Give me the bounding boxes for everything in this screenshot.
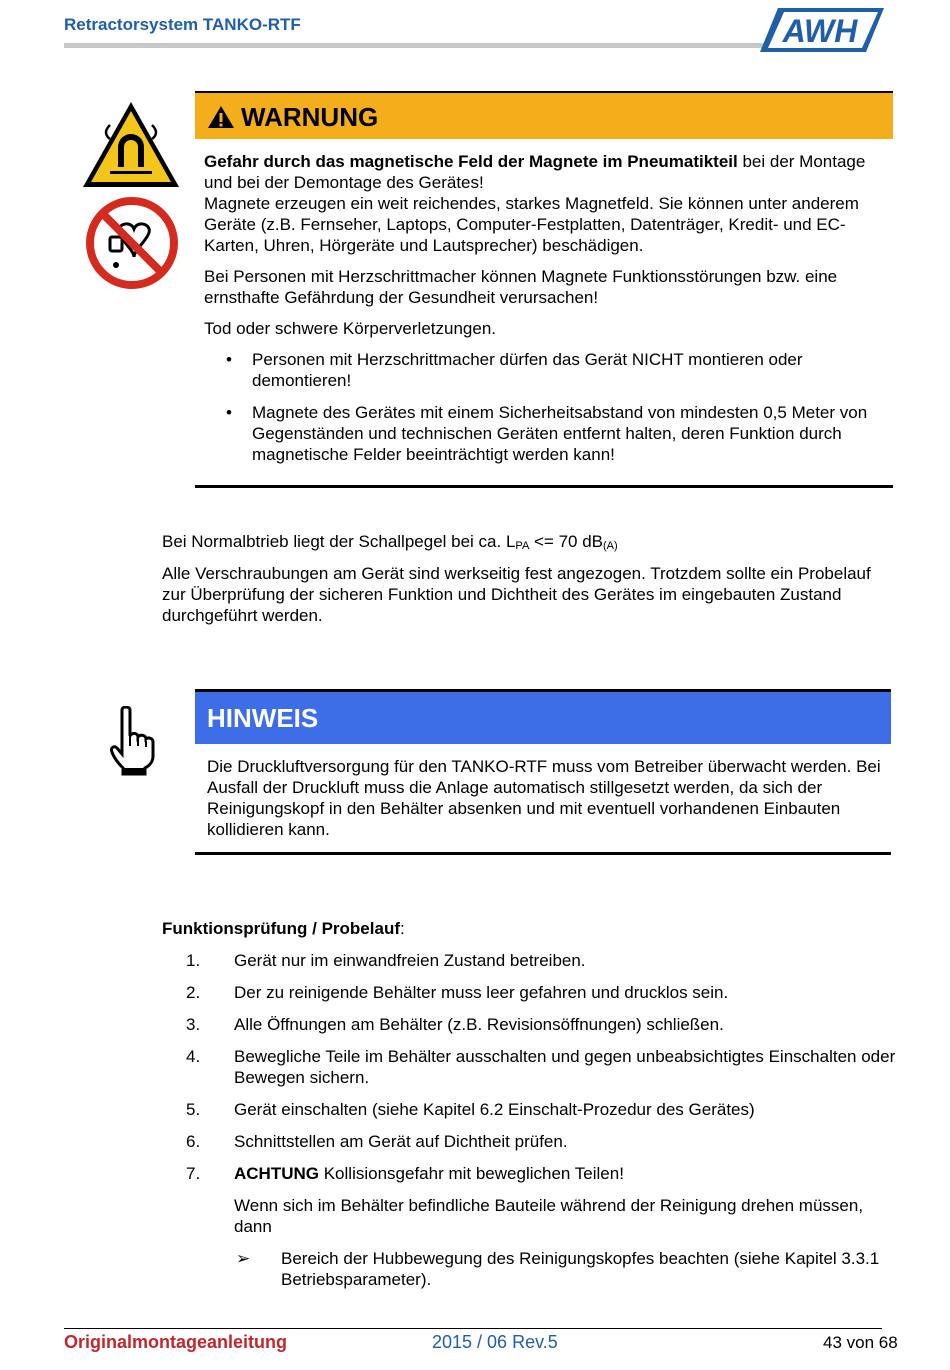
header-rule <box>64 43 776 48</box>
list-item <box>162 982 902 1003</box>
step-text: Schnittstellen am Gerät auf Dichtheit prüfen. <box>234 1132 568 1151</box>
list-item <box>204 349 884 391</box>
step-text: Alle Öffnungen am Behälter (z.B. Revisionsöffnungen) schließen. <box>234 1015 724 1034</box>
document-header-title: Retractorsystem TANKO-RTF <box>64 15 301 34</box>
screws-text: Alle Verschraubungen am Gerät sind werkseitig fest angezogen. Trotzdem sollte ein Probelauf zur Überprüfung der sicheren Funktion und Dichtheit des Gerätes im eingebauten Zustand durchgeführt werden. <box>162 564 871 625</box>
warning-title: WARNUNG <box>241 102 379 132</box>
sound-subscript-a: (A) <box>603 540 618 552</box>
list-item <box>162 1046 902 1088</box>
step-text: Bewegliche Teile im Behälter ausschalten und gegen unbeabsichtigtes Einschalten oder Bewegen sichern. <box>234 1047 896 1087</box>
warning-bullet-list <box>204 349 884 465</box>
warning-paragraph-1 <box>204 151 884 256</box>
warning-bottom-rule <box>195 485 893 488</box>
step-text: Gerät nur im einwandfreien Zustand betreiben. <box>234 951 586 970</box>
sound-text-pre: Bei Normalbtrieb liegt der Schallpegel bei ca. L <box>162 532 516 551</box>
warning-banner <box>195 91 893 139</box>
step-text <box>234 1163 902 1184</box>
function-test-title-colon: : <box>399 919 405 938</box>
step-7-paragraph: Wenn sich im Behälter befindliche Bauteile während der Reinigung drehen müssen, dann <box>234 1196 864 1236</box>
bullet-text: Personen mit Herzschrittmacher dürfen das Gerät NICHT montieren oder demontieren! <box>252 350 803 390</box>
pointing-hand-icon <box>108 706 158 776</box>
warning-paragraph-2: Bei Personen mit Herzschrittmacher können Magnete Funktionsstörungen bzw. eine ernsthafte Gefährdung der Gesundheit verursachen! <box>204 267 838 307</box>
no-pacemaker-icon <box>84 195 180 291</box>
step-text: Gerät einschalten (siehe Kapitel 6.2 Einschalt-Prozedur des Gerätes) <box>234 1100 755 1119</box>
footer-revision: 2015 / 06 Rev.5 <box>432 1332 558 1352</box>
hint-title: HINWEIS <box>207 703 319 733</box>
footer-page-number: 43 von 68 <box>823 1333 898 1352</box>
hint-banner <box>195 689 891 744</box>
step-text: Der zu reinigende Behälter muss leer gefahren und drucklos sein. <box>234 983 729 1002</box>
warning-p1-line2: Magnete erzeugen ein weit reichendes, starkes Magnetfeld. Sie können unter anderem Geräte (z.B. Fernseher, Laptops, Computer-Festplatten, Datenträger, Kredit- und EC-Karten, Uhren, Hörgeräte und Lautsprecher) beschädigen. <box>204 194 859 255</box>
warning-triangle-icon <box>207 105 235 129</box>
step-number: 1. <box>186 951 201 970</box>
warning-p1-rest: bei der Montage und bei der Demontage des Gerätes! <box>204 152 866 192</box>
hint-bottom-rule <box>195 852 891 855</box>
function-test-title-bold: Funktionsprüfung / Probelauf <box>162 919 400 938</box>
list-item <box>234 1248 902 1290</box>
sound-text-mid: <= 70 dB <box>529 532 604 551</box>
bullet-glyph: • <box>226 403 232 422</box>
step-number: 2. <box>186 983 201 1002</box>
list-item <box>162 1163 902 1290</box>
warning-bold-lead: Gefahr durch das magnetische Feld der Magnete im Pneumatikteil <box>204 152 738 171</box>
warning-paragraph-3: Tod oder schwere Körperverletzungen. <box>204 319 496 338</box>
function-test-steps <box>162 950 902 1301</box>
step-number: 6. <box>186 1132 201 1151</box>
list-item <box>162 1014 902 1035</box>
hint-text: Die Druckluftversorgung für den TANKO-RTF muss vom Betreiber überwacht werden. Bei Ausfall der Druckluft muss die Anlage automatisch stillgesetzt werden, da sich der Reinigungskopf in den Behälter absenken und mit eventuell vorhandenen Einbauten kollidieren kann. <box>207 757 881 839</box>
step-number: 5. <box>186 1100 201 1119</box>
sound-subscript-pa: PA <box>515 540 530 552</box>
awh-logo <box>756 6 886 54</box>
bullet-glyph: • <box>226 350 232 369</box>
step-7-text: Kollisionsgefahr mit beweglichen Teilen! <box>319 1164 624 1183</box>
footer-rule <box>64 1328 882 1329</box>
list-item <box>204 402 884 465</box>
list-item <box>162 950 902 971</box>
step-number: 4. <box>186 1047 201 1066</box>
bullet-text: Magnete des Gerätes mit einem Sicherheitsabstand von mindesten 0,5 Meter von Gegenständen und technischen Geräten entfernt halten, deren Funktion durch magnetische Felder beeinträchtigt werden kann! <box>252 403 868 464</box>
footer-document-type: Originalmontageanleitung <box>64 1332 288 1352</box>
screws-paragraph <box>162 563 882 626</box>
list-item <box>162 1131 902 1152</box>
step-number: 3. <box>186 1015 201 1034</box>
arrow-bullet-icon: ➢ <box>236 1249 251 1268</box>
warning-title-row <box>207 102 378 132</box>
magnetic-field-warning-icon <box>80 99 182 191</box>
sound-level-paragraph <box>162 531 882 552</box>
list-item <box>162 1099 902 1120</box>
function-test-title <box>162 918 405 939</box>
step-number: 7. <box>186 1164 201 1183</box>
step-7-bold: ACHTUNG <box>234 1164 319 1183</box>
logo-text: AWH <box>782 13 858 49</box>
sub-item-text: Bereich der Hubbewegung des Reinigungskopfes beachten (siehe Kapitel 3.3.1 Betriebsparameter). <box>281 1249 880 1289</box>
warning-text-block <box>204 151 884 476</box>
